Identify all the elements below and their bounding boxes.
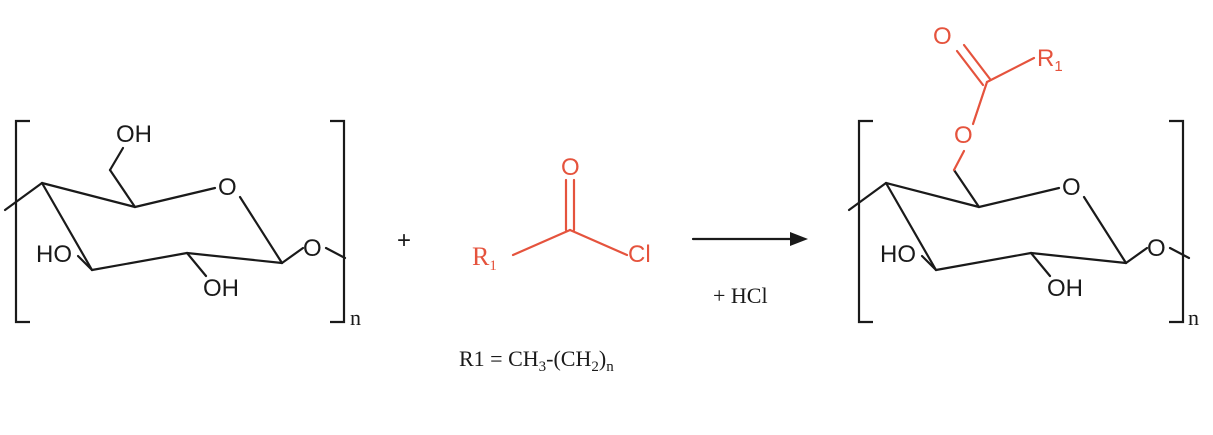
carbonyl-oxygen-label: O: [561, 154, 580, 181]
bond: [1126, 248, 1147, 263]
reactant-glucose-unit: [5, 121, 361, 330]
bond: [513, 230, 570, 255]
glycosidic-oxygen-label: O: [1147, 235, 1166, 262]
bond: [187, 253, 282, 263]
bond: [282, 248, 303, 263]
ho-left-label: HO: [36, 241, 72, 268]
bond: [92, 253, 187, 270]
arrow-label: + HCl: [713, 283, 768, 308]
r1-label: R1: [472, 242, 497, 274]
r1-definition: $R1 = CH_3-(CH_2)_n$: [459, 346, 614, 375]
oh-bottom-label: OH: [1047, 275, 1083, 302]
left-bracket: [16, 121, 30, 322]
chlorine-label: Cl: [628, 241, 651, 268]
arrow-head: [790, 232, 808, 246]
ho-left-label: HO: [880, 241, 916, 268]
bond: [5, 183, 42, 210]
left-bracket: [859, 121, 873, 322]
oh-top-label: OH: [116, 121, 152, 148]
bond: [187, 253, 206, 276]
repeat-n-label: n: [1188, 305, 1199, 330]
right-bracket: [1169, 121, 1183, 322]
glycosidic-oxygen-label: O: [303, 235, 322, 262]
product-glucose-unit: [849, 23, 1199, 330]
bond: [1031, 253, 1050, 276]
double-bond-line: [964, 45, 990, 79]
repeat-n-label: n: [350, 305, 361, 330]
ester-oxygen-label: O: [954, 122, 973, 149]
right-bracket: [330, 121, 344, 322]
plus-sign: +: [397, 227, 412, 254]
bond: [570, 230, 627, 255]
ester-carbonyl-oxygen-label: O: [933, 23, 952, 50]
bond: [1084, 197, 1126, 263]
bond: [1170, 248, 1189, 258]
bond: [973, 82, 987, 124]
bond: [849, 183, 886, 210]
bond: [987, 58, 1034, 82]
bond: [135, 188, 215, 207]
acyl-chloride: [459, 154, 651, 375]
bond: [936, 253, 1031, 270]
ring-oxygen-label: O: [218, 174, 237, 201]
bond: [979, 188, 1059, 207]
bond: [240, 197, 282, 263]
bond: [326, 248, 345, 258]
oh-bottom-label: OH: [203, 275, 239, 302]
ring-oxygen-label: O: [1062, 174, 1081, 201]
bond: [110, 148, 123, 170]
double-bond-line: [957, 51, 983, 85]
reaction-arrow: [693, 232, 808, 308]
bond: [954, 151, 964, 170]
ester-r1-label: $R_1$: [1037, 45, 1063, 75]
bond: [1031, 253, 1126, 263]
